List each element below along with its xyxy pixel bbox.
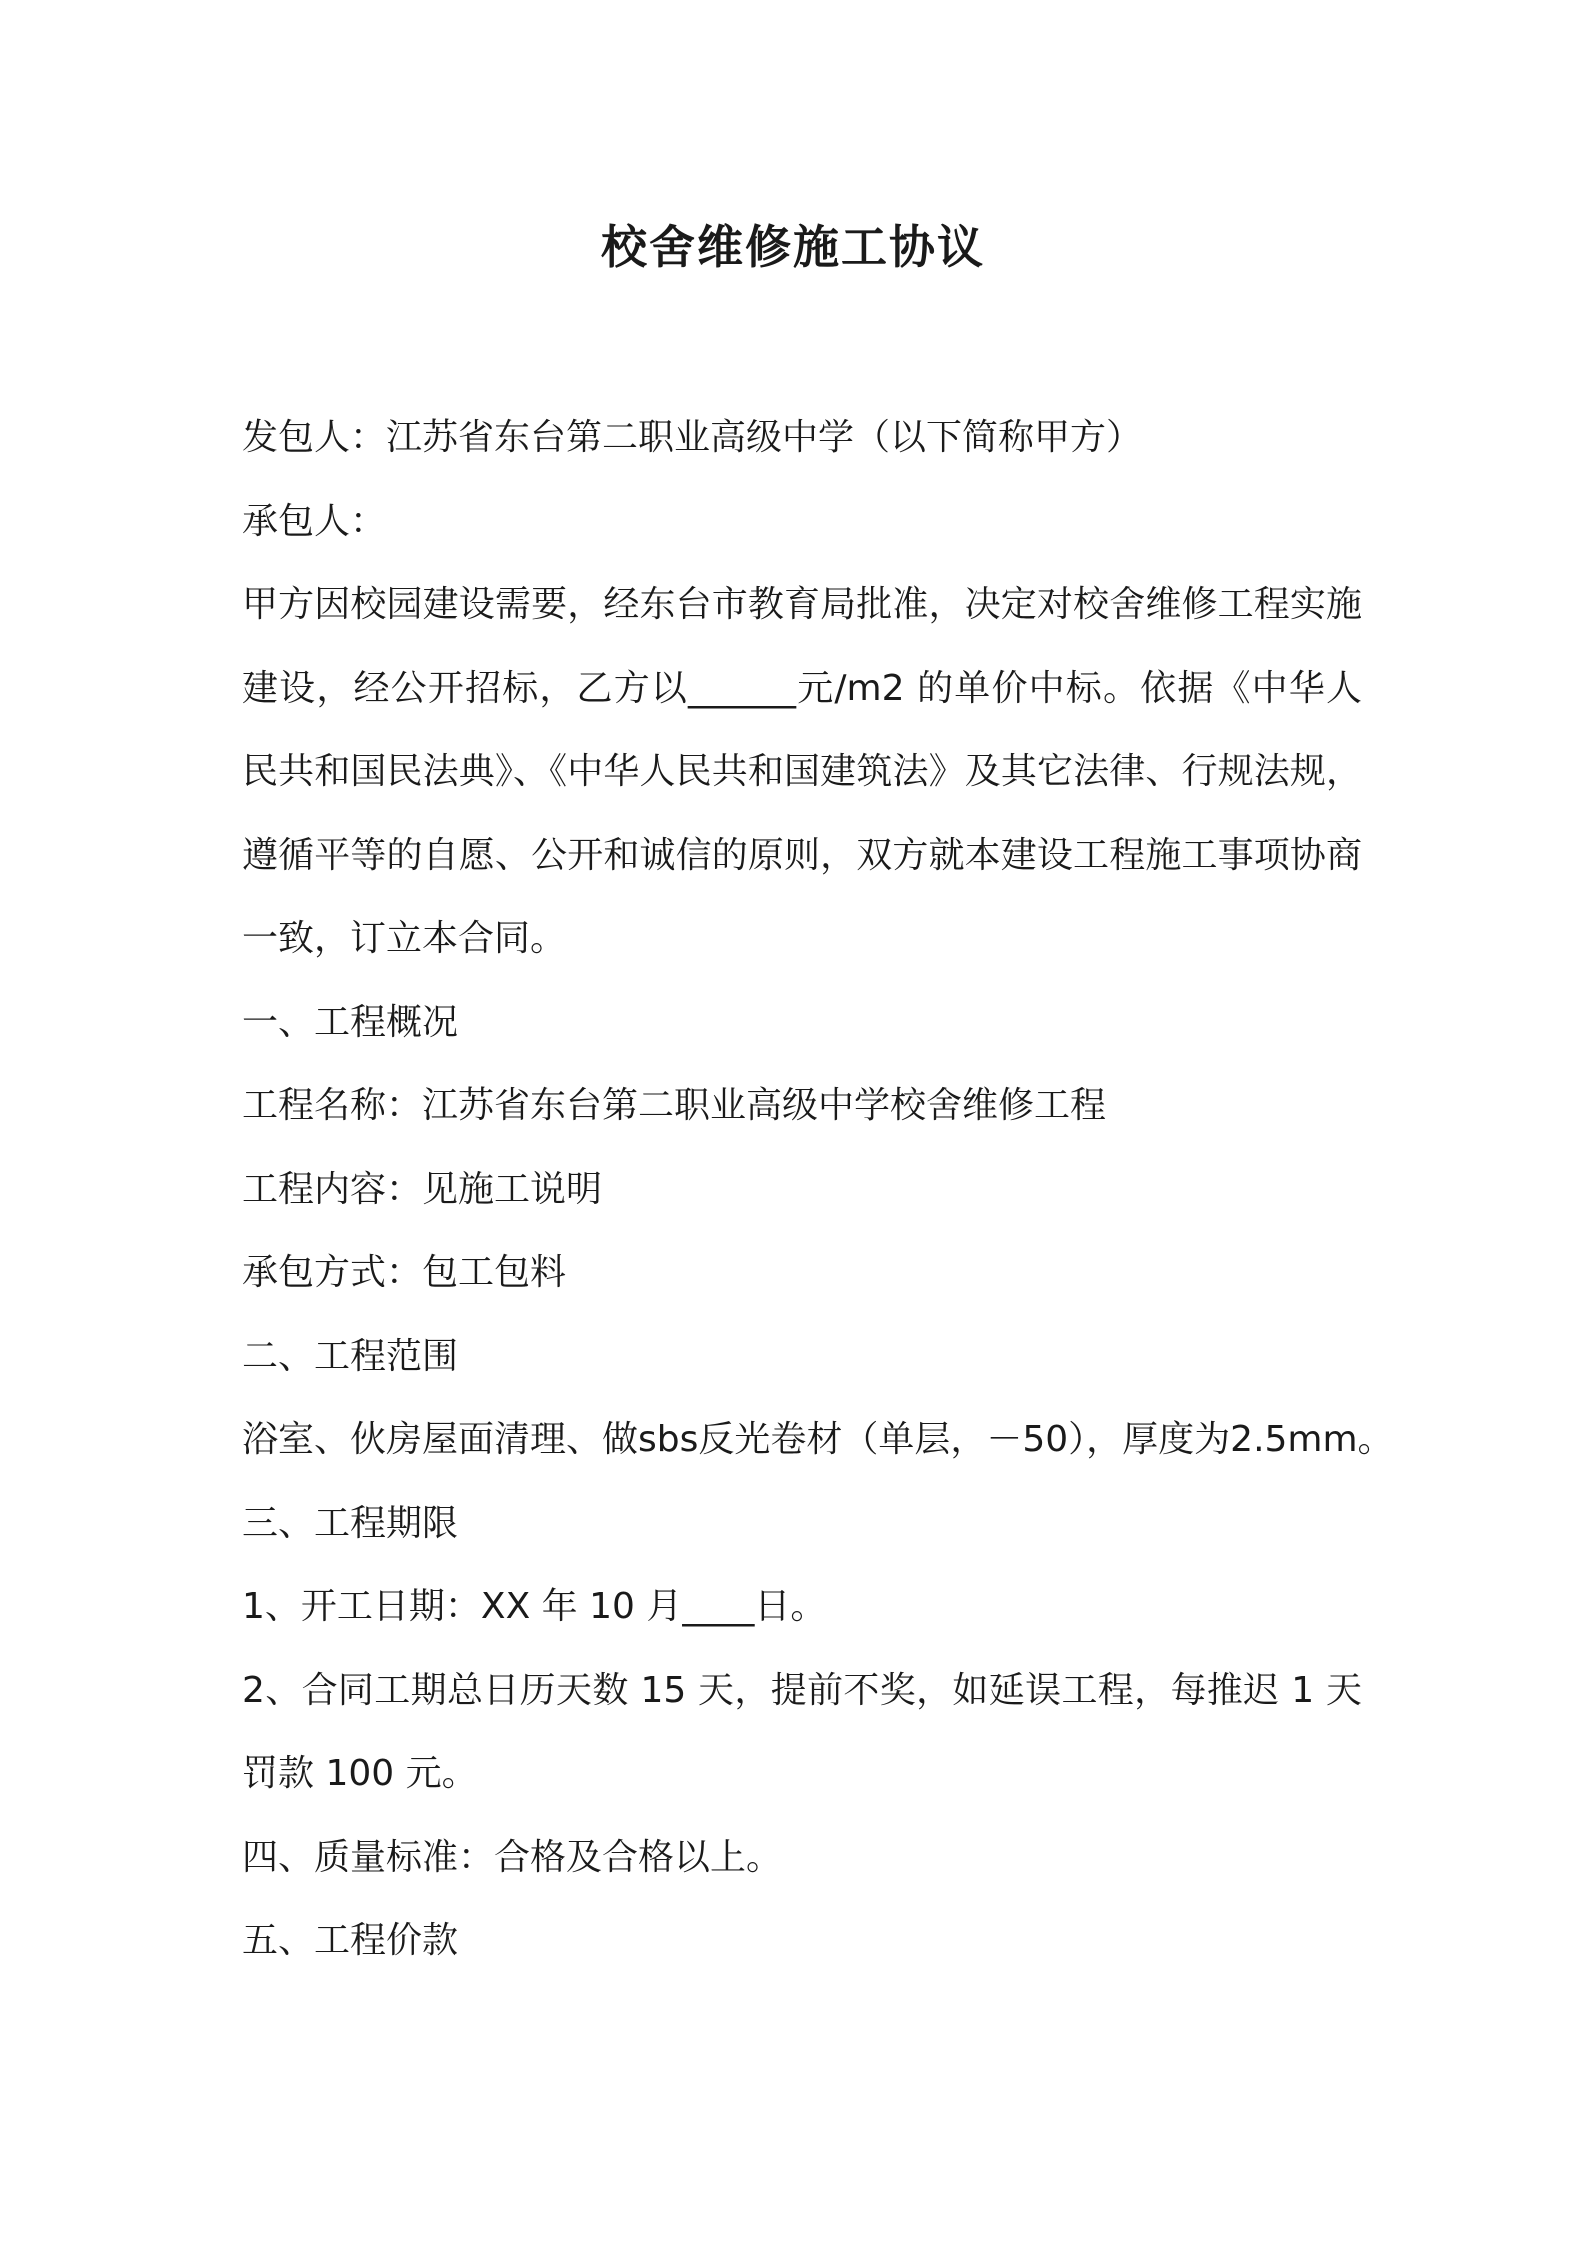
section-heading-quality: 四、质量标准：合格及合格以上。	[242, 1836, 783, 1878]
start-date-line: 1、开工日期：XX 年 10 月____日。	[242, 1586, 827, 1627]
duration-paragraph: 2、合同工期总日历天数 15 天，提前不奖，如延误工程，每推迟 1 天罚款 100 元。	[242, 1669, 1362, 1794]
scope-line: 浴室、伙房屋面清理、做sbs反光卷材（单层，－50），厚度为2.5mm。	[242, 1419, 1394, 1460]
section-heading-overview: 一、工程概况	[242, 1001, 459, 1043]
preamble-paragraph: 甲方因校园建设需要，经东台市教育局批准，决定对校舍维修工程实施建设，经公开招标，乙方以______元/m2 的单价中标。依据《中华人民共和国民法典》、《中华人民共和国建筑法》及其它法律、行规法规，遵循平等的自愿、公开和诚信的原则，双方就本建设工程施工事项协商一致，订立本合同。	[242, 584, 1362, 959]
contractor-line: 承包人：	[242, 500, 387, 542]
document-title: 校舍维修施工协议	[601, 220, 985, 274]
section-heading-period: 三、工程期限	[242, 1502, 459, 1544]
project-content-line: 工程内容：见施工说明	[242, 1168, 603, 1210]
section-heading-scope: 二、工程范围	[242, 1335, 459, 1377]
section-heading-price: 五、工程价款	[242, 1920, 459, 1961]
project-name-line: 工程名称：江苏省东台第二职业高级中学校舍维修工程	[242, 1085, 1107, 1126]
contract-method-line: 承包方式：包工包料	[242, 1252, 567, 1293]
employer-line: 发包人：江苏省东台第二职业高级中学（以下简称甲方）	[242, 417, 1143, 458]
document-body	[242, 396, 1394, 1983]
